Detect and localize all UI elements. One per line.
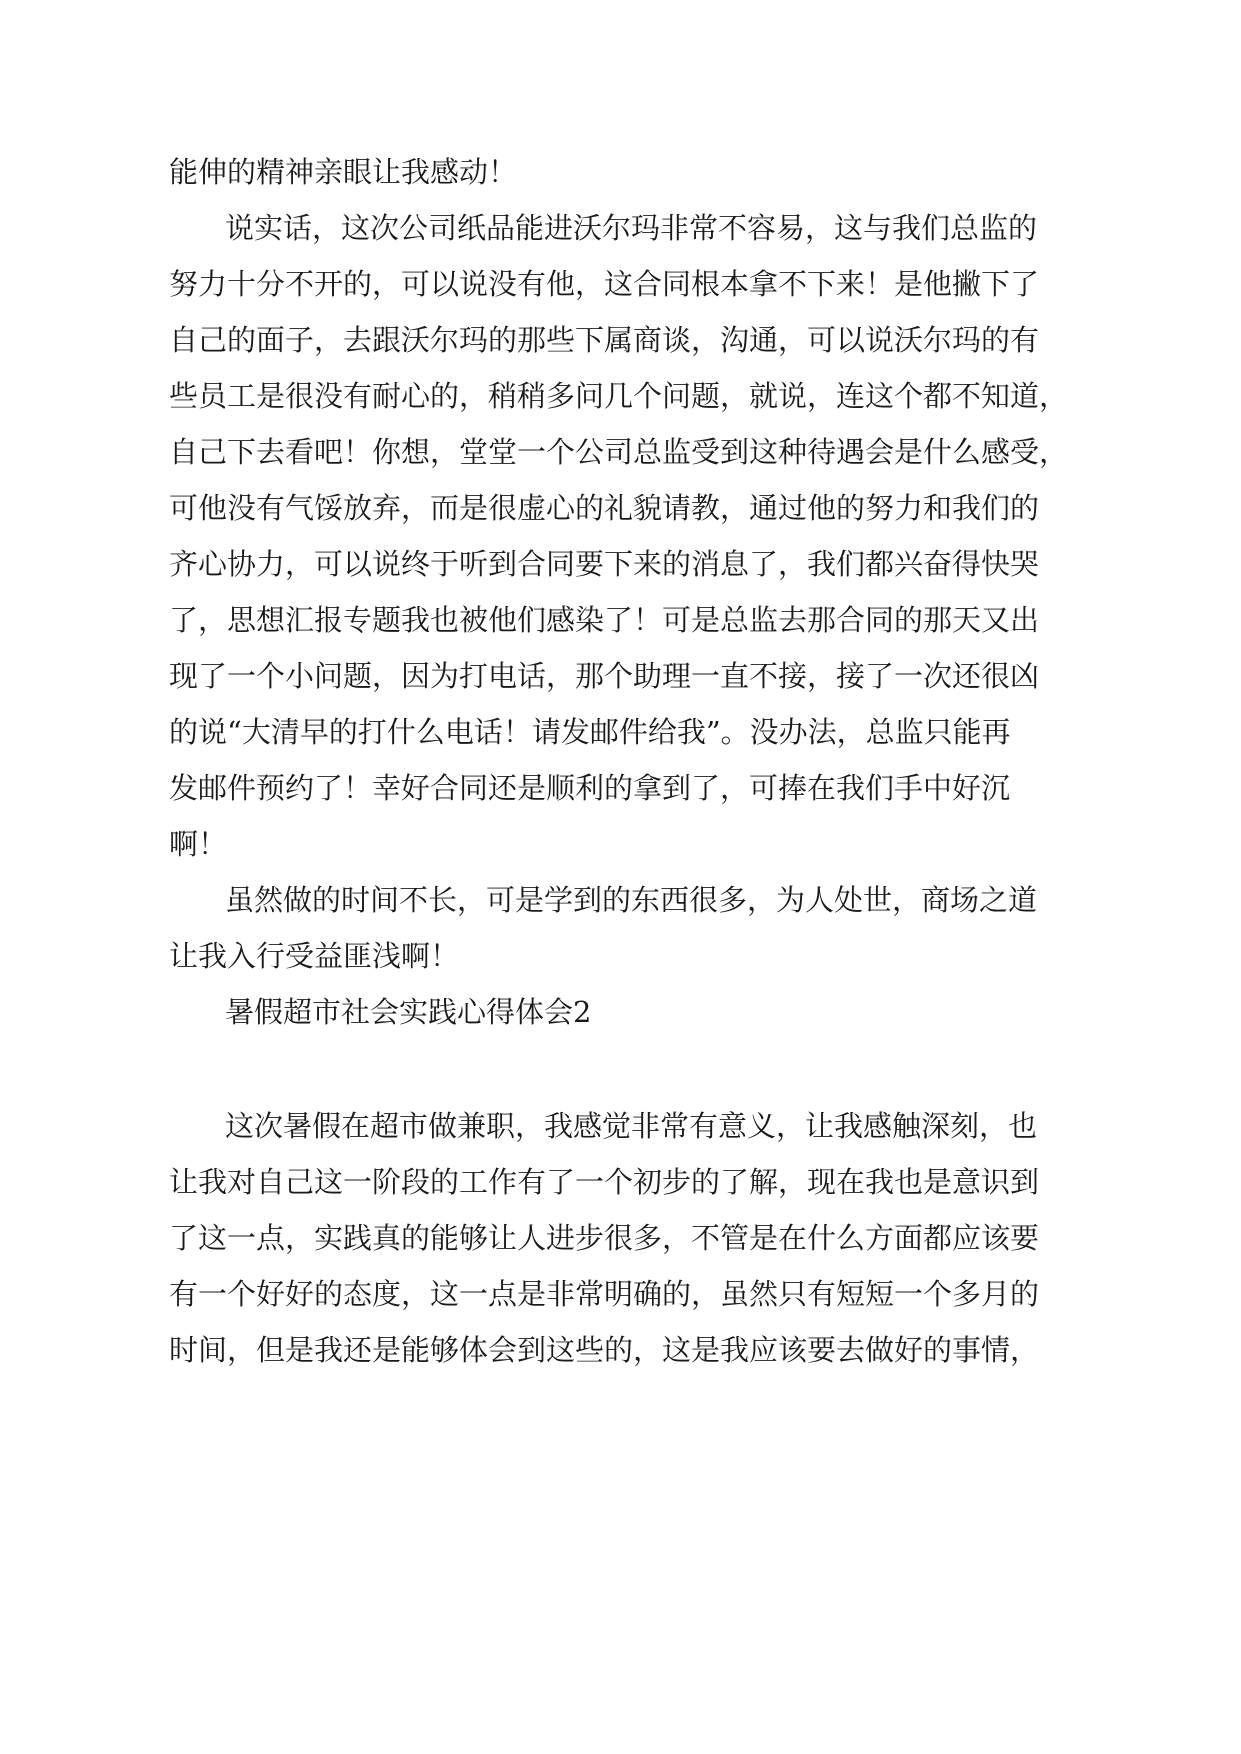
paragraph-1-line-8: 了，思想汇报专题我也被他们感染了！可是总监去那合同的那天又出 bbox=[169, 603, 1040, 637]
paragraph-1-line-1: 说实话，这次公司纸品能进沃尔玛非常不容易，这与我们总监的 bbox=[225, 211, 1038, 245]
paragraph-2-line-1: 虽然做的时间不长，可是学到的东西很多，为人处世，商场之道 bbox=[225, 883, 1038, 917]
paragraph-1-line-11: 发邮件预约了！幸好合同还是顺利的拿到了，可捧在我们手中好沉 bbox=[169, 771, 1011, 805]
paragraph-3-line-5: 时间，但是我还是能够体会到这些的，这是我应该要去做好的事情， bbox=[169, 1333, 1040, 1367]
paragraph-3-line-2: 让我对自己这一阶段的工作有了一个初步的了解，现在我也是意识到 bbox=[169, 1165, 1040, 1199]
paragraph-3-line-3: 了这一点，实践真的能够让人进步很多，不管是在什么方面都应该要 bbox=[169, 1221, 1040, 1255]
text-line-continuation: 能伸的精神亲眼让我感动！ bbox=[169, 155, 518, 189]
paragraph-1-line-12: 啊！ bbox=[169, 827, 228, 861]
section-heading: 暑假超市社会实践心得体会2 bbox=[225, 995, 592, 1029]
paragraph-1-line-10: 的说“大清早的打什么电话！请发邮件给我”。没办法，总监只能再 bbox=[169, 715, 1011, 749]
paragraph-1-line-4: 些员工是很没有耐心的，稍稍多问几个问题，就说，连这个都不知道， bbox=[169, 379, 1069, 413]
paragraph-3-line-4: 有一个好好的态度，这一点是非常明确的，虽然只有短短一个多月的 bbox=[169, 1277, 1040, 1311]
paragraph-2-line-2: 让我入行受益匪浅啊！ bbox=[169, 939, 460, 973]
paragraph-1-line-2: 努力十分不开的，可以说没有他，这合同根本拿不下来！是他撇下了 bbox=[169, 267, 1040, 301]
paragraph-1-line-5: 自己下去看吧！你想，堂堂一个公司总监受到这种待遇会是什么感受， bbox=[169, 435, 1069, 469]
paragraph-3-line-1: 这次暑假在超市做兼职，我感觉非常有意义，让我感触深刻，也 bbox=[225, 1109, 1038, 1143]
paragraph-1-line-9: 现了一个小问题，因为打电话，那个助理一直不接，接了一次还很凶 bbox=[169, 659, 1040, 693]
paragraph-1-line-6: 可他没有气馁放弃，而是很虚心的礼貌请教，通过他的努力和我们的 bbox=[169, 491, 1040, 525]
paragraph-1-line-7: 齐心协力，可以说终于听到合同要下来的消息了，我们都兴奋得快哭 bbox=[169, 547, 1040, 581]
paragraph-1-line-3: 自己的面子，去跟沃尔玛的那些下属商谈，沟通，可以说沃尔玛的有 bbox=[169, 323, 1040, 357]
